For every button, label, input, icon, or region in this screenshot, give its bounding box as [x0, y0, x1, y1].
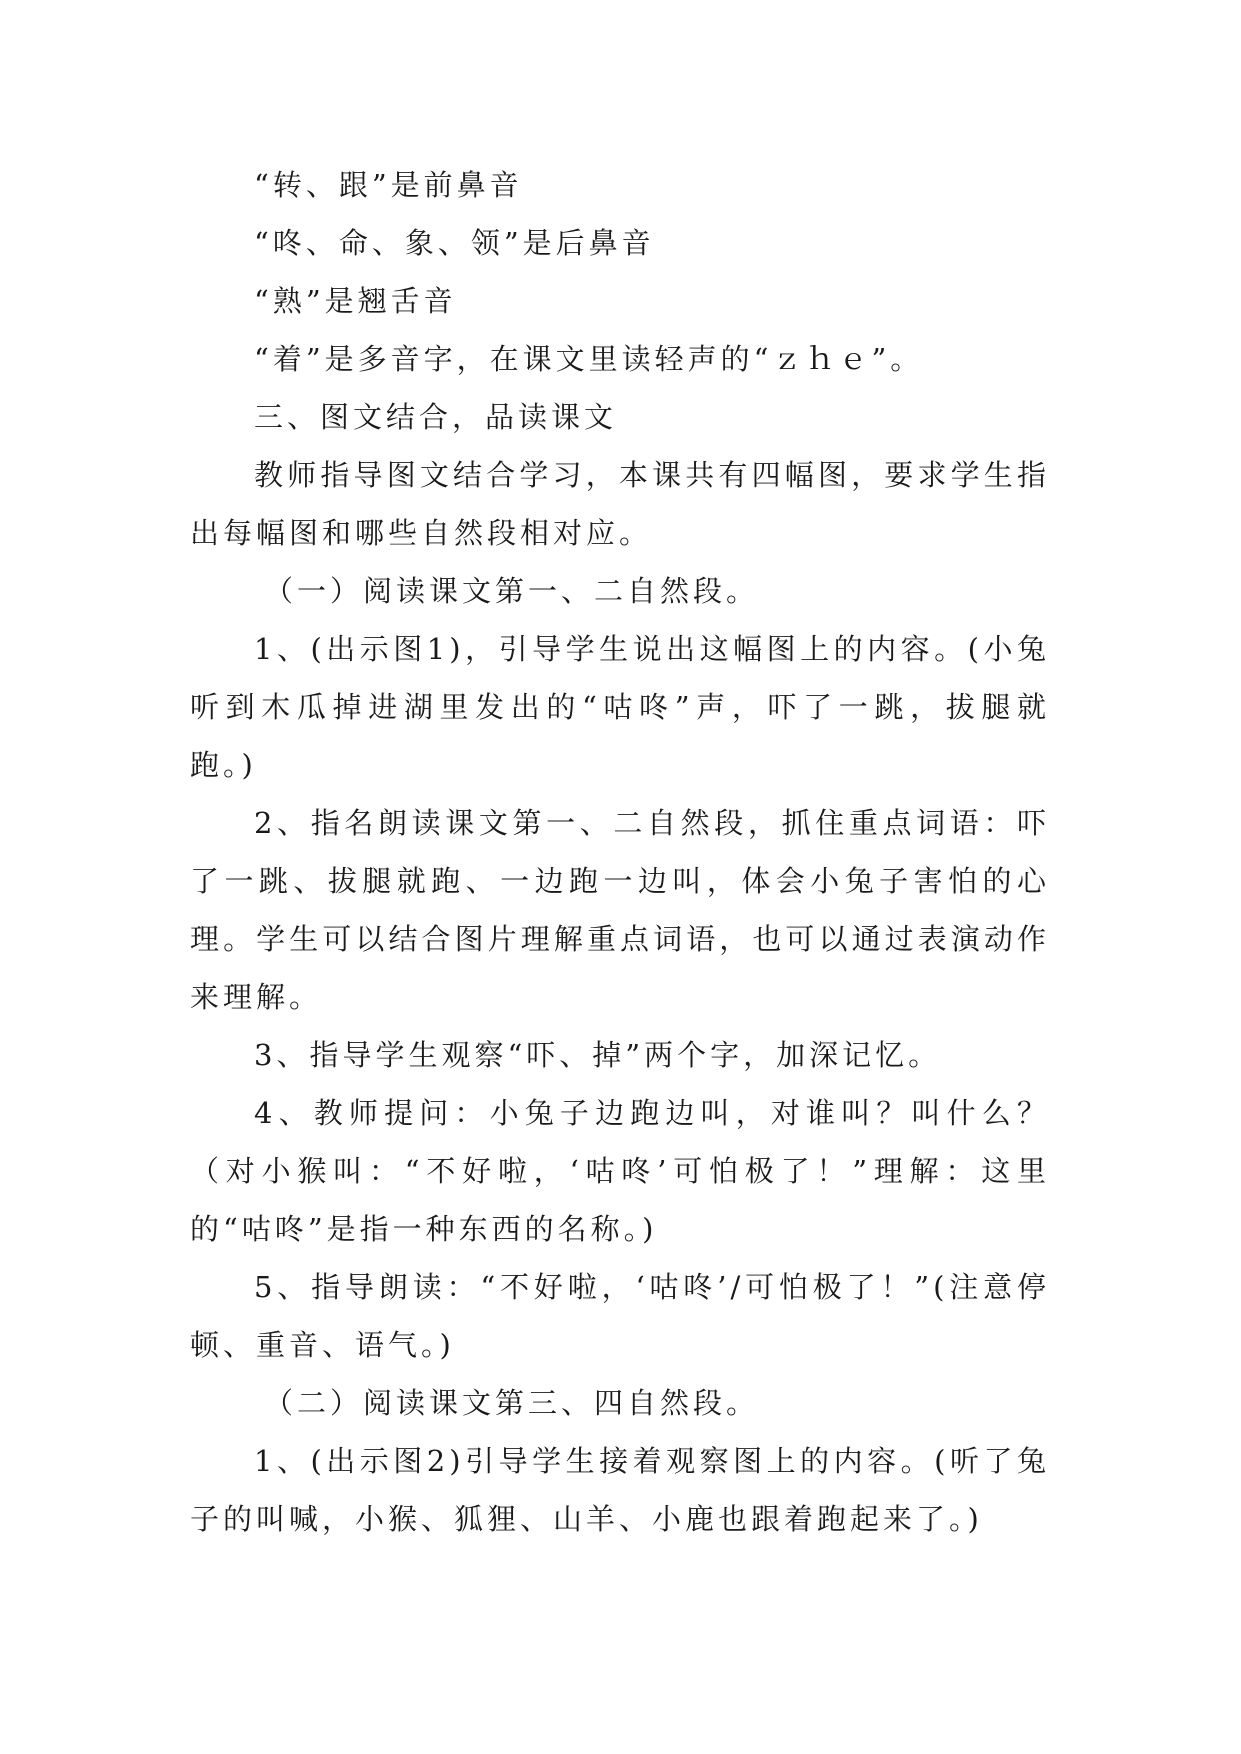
step-1b-paragraph: 1、(出示图2)引导学生接着观察图上的内容。(听了兔子的叫喊，小猴、狐狸、山羊、小鹿也跟着跑起来了。): [190, 1444, 1050, 1536]
step-5-paragraph: 5、指导朗读：“不好啦，‘咕咚’/可怕极了！”(注意停顿、重音、语气。): [190, 1270, 1050, 1362]
step-3-paragraph: 3、指导学生观察“吓、掉”两个字，加深记忆。: [254, 1038, 942, 1072]
step-4-paragraph: 4、教师提问：小兔子边跑边叫，对谁叫？叫什么？（对小猴叫：“不好啦，‘咕咚’可怕极了！”理解：这里的“咕咚”是指一种东西的名称。): [190, 1096, 1050, 1246]
pronunciation-note-retroflex: “熟”是翘舌音: [254, 284, 457, 318]
subsection-heading-2: （二）阅读课文第三、四自然段。: [264, 1386, 760, 1420]
step-2-paragraph: 2、指名朗读课文第一、二自然段，抓住重点词语：吓了一跳、拔腿就跑、一边跑一边叫，体会小兔子害怕的心理。学生可以结合图片理解重点词语，也可以通过表演动作来理解。: [190, 806, 1050, 1014]
pronunciation-note-front-nasal: “转、跟”是前鼻音: [254, 168, 523, 202]
step-1-paragraph: 1、(出示图1)，引导学生说出这幅图上的内容。(小兔听到木瓜掉进湖里发出的“咕咚”声，吓了一跳，拔腿就跑。): [190, 632, 1050, 782]
section-heading-3: 三、图文结合，品读课文: [254, 400, 618, 434]
teacher-guidance-paragraph: 教师指导图文结合学习，本课共有四幅图，要求学生指出每幅图和哪些自然段相对应。: [190, 458, 1050, 550]
pronunciation-note-back-nasal: “咚、命、象、领”是后鼻音: [254, 226, 655, 260]
pronunciation-note-polyphone: “着”是多音字，在课文里读轻声的“ｚｈｅ”。: [254, 342, 924, 376]
subsection-heading-1: （一）阅读课文第一、二自然段。: [264, 574, 760, 608]
